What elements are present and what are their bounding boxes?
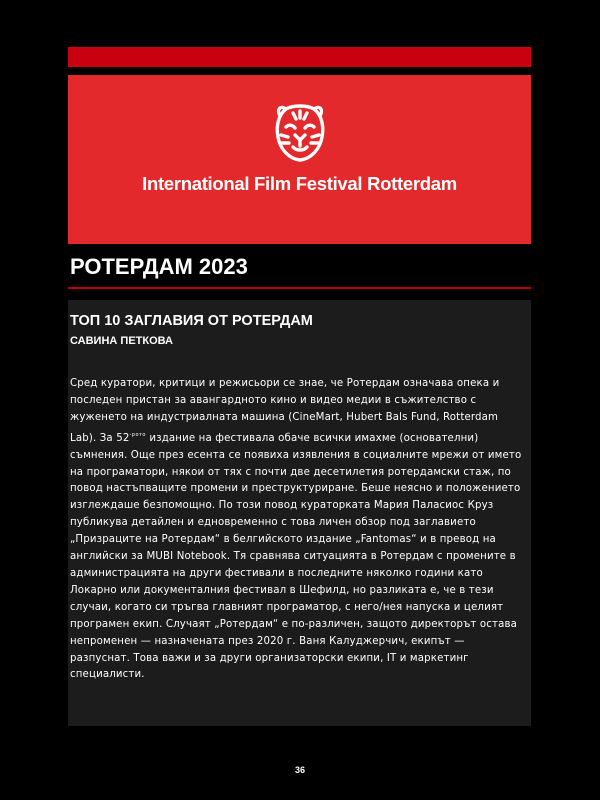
article-body	[70, 376, 526, 684]
article-body-part-2: издание на фестивала обаче всички имахме (основателни) съмнения. Още през есента се появиха изявления в социалните мрежи от името на програматори, някои от тях с почти две десетилетия ротердамски стаж, по повод настъпващите промени и преструктуриране. Беше неясно и положението изглеждаше безпомощно. По този повод кураторката Мария Паласиос Круз публикува детайлен и едновременно с това личен обзор под заглавието „Призраците на Ротердам“ в белгийското издание „Fantomas“ и в превод на английски за MUBI Notebook. Тя сравнява ситуацията в Ротердам с промените в администрацията на други фестивали в последните няколко години като Локарно или документалния фестивал в Шефилд, но разликата е, че в тези случаи, когато си тръгва главният програматор, с него/нея напуска и целият програмен екип. Случаят „Ротердам“ е по-различен, защото директорът остава непроменен — назначената през 2020 г. Ваня Калуджерчич, екипът — разпуснат. Това важи и за други организаторски екипи, IT и маркетинг специалисти.	[70, 432, 522, 681]
top-accent-bar	[68, 47, 531, 67]
title-divider	[68, 287, 531, 289]
article-body-part-1: Сред куратори, критици и режисьори се знае, че Ротердам означава опека и последен пристан за авангардното кино и видео медии в съжителство с жуженето на индустриалната машина (CineMart, Hubert Bals Fund, Rotterdam Lab). За 52	[70, 378, 500, 444]
festival-banner	[68, 75, 531, 244]
festival-logo-text: International Film Festival Rotterdam	[142, 173, 457, 194]
ordinal-superscript: -рото	[129, 431, 146, 438]
article-panel	[68, 300, 531, 726]
article-author: САВИНА ПЕТКОВА	[70, 335, 173, 347]
page-number: 36	[294, 765, 305, 775]
page-title: РОТЕРДАМ 2023	[70, 254, 248, 279]
article-title: ТОП 10 ЗАГЛАВИЯ ОТ РОТЕРДАМ	[70, 313, 313, 329]
tiger-logo-icon	[273, 103, 327, 163]
